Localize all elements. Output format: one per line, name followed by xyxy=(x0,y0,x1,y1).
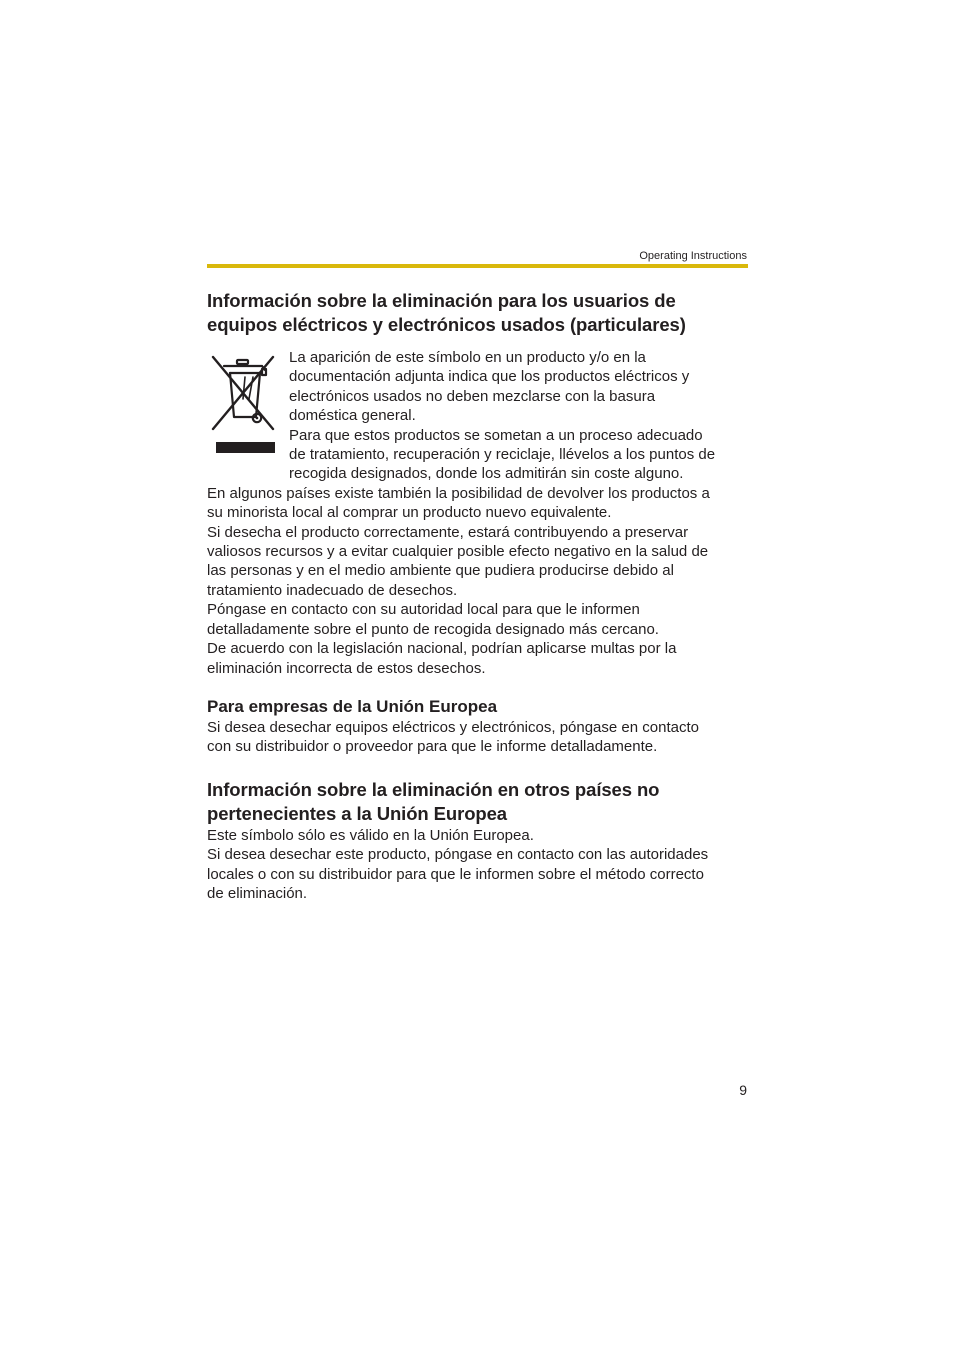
section2-title: Para empresas de la Unión Europea xyxy=(207,696,498,716)
paragraph-line: Póngase en contacto con su autoridad local para que le informen xyxy=(207,601,640,619)
paragraph-line: con su distribuidor o proveedor para que le informe detalladamente. xyxy=(207,738,658,756)
paragraph-line: de tratamiento, recuperación y reciclaje, llévelos a los puntos de xyxy=(289,446,716,464)
paragraph-line: De acuerdo con la legislación nacional, podrían aplicarse multas por la xyxy=(207,640,677,658)
paragraph-line: En algunos países existe también la posibilidad de devolver los productos a xyxy=(207,484,710,502)
paragraph-line: eliminación incorrecta de estos desechos. xyxy=(207,659,486,677)
header-label: Operating Instructions xyxy=(639,250,747,262)
paragraph-line: Este símbolo sólo es válido en la Unión Europea. xyxy=(207,826,534,844)
section1-intro-text xyxy=(289,348,748,484)
section3-title-line: Información sobre la eliminación en otros países no xyxy=(207,778,660,800)
paragraph-line: documentación adjunta indica que los productos eléctricos y xyxy=(289,368,690,386)
paragraph-line: recogida designados, donde los admitirán sin coste alguno. xyxy=(289,465,684,483)
page-number: 9 xyxy=(739,1082,747,1098)
section3-title-line: pertenecientes a la Unión Europea xyxy=(207,802,507,824)
paragraph-line: La aparición de este símbolo en un producto y/o en la xyxy=(289,349,646,366)
paragraph-line: Si desea desechar equipos eléctricos y electrónicos, póngase en contacto xyxy=(207,718,699,736)
paragraph-line: electrónicos usados no deben mezclarse con la basura xyxy=(289,387,656,405)
paragraph-line: Si desecha el producto correctamente, estará contribuyendo a preservar xyxy=(207,523,689,541)
section1-title: Información sobre la eliminación para los usuarios de equipos eléctricos y electrónicos usados (particulares) xyxy=(207,290,686,335)
page-content xyxy=(207,289,748,903)
paragraph-line: su minorista local al comprar un producto nuevo equivalente. xyxy=(207,504,612,522)
section3 xyxy=(207,778,748,904)
paragraph-line: doméstica general. xyxy=(289,407,416,425)
paragraph-line: valiosos recursos y a evitar cualquier posible efecto negativo en la salud de xyxy=(207,543,709,561)
paragraph-line: Si desea desechar este producto, póngase en contacto con las autoridades xyxy=(207,846,709,864)
section1-body xyxy=(207,484,748,678)
paragraph-line: detalladamente sobre el punto de recogida designado más cercano. xyxy=(207,620,659,638)
paragraph-line: tratamiento inadecuado de desechos. xyxy=(207,581,458,599)
section2 xyxy=(207,696,748,757)
paragraph-line: de eliminación. xyxy=(207,884,308,902)
section1-intro xyxy=(207,348,748,484)
header-rule xyxy=(207,264,748,268)
paragraph-line: las personas y en el medio ambiente que pudiera producirse debido al xyxy=(207,562,674,580)
crossed-out-wheelie-bin-icon xyxy=(209,353,277,453)
paragraph-line: Para que estos productos se sometan a un proceso adecuado xyxy=(289,426,703,444)
paragraph-line: locales o con su distribuidor para que le informen sobre el método correcto xyxy=(207,865,704,883)
